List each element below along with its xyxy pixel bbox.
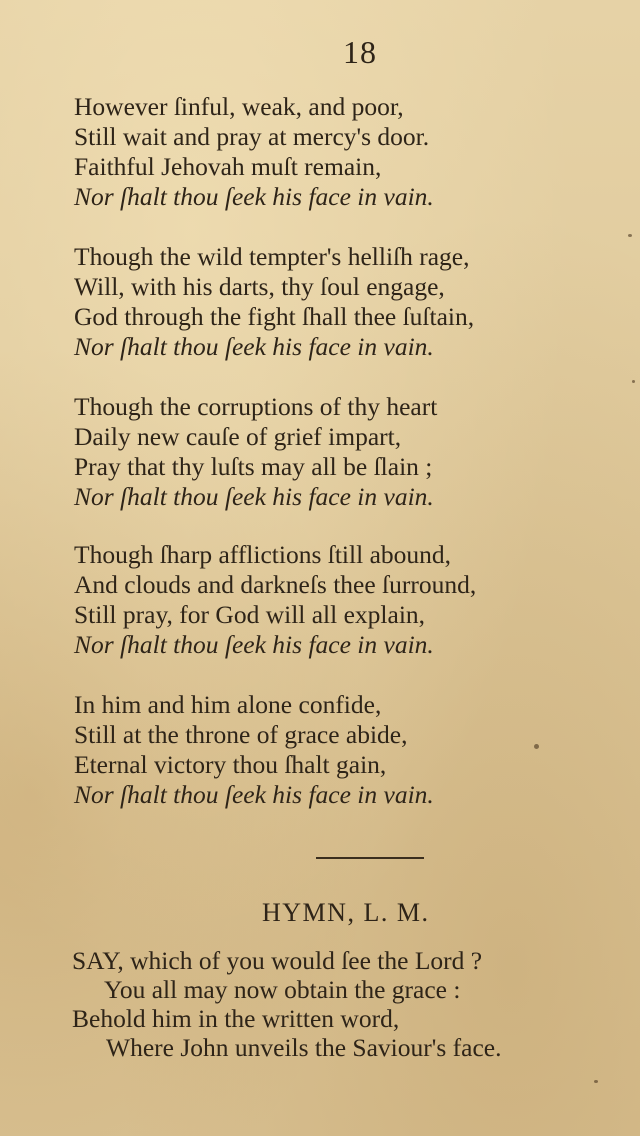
page-number: 18 [343, 34, 377, 70]
stanza-1 [74, 92, 614, 212]
stanza-4 [74, 540, 614, 660]
verse-line: Though the wild tempter's helliſh rage, [74, 242, 470, 271]
verse-line: However ſinful, weak, and poor, [74, 92, 404, 121]
verse-line: God through the fight ſhall thee ſuſtain, [74, 302, 475, 331]
verse-line: Behold him in the written word, [72, 1004, 400, 1033]
verse-line: You all may now obtain the grace : [104, 975, 461, 1004]
verse-line: Faithful Jehovah muſt remain, [74, 152, 382, 181]
verse-line: Pray that thy luſts may all be ſlain ; [74, 452, 433, 481]
verse-line: Daily new cauſe of grief impart, [74, 422, 402, 451]
hymn-stanza [72, 946, 632, 1062]
verse-line: In him and him alone confide, [74, 690, 382, 719]
refrain-line: Nor ſhalt thou ſeek his face in vain. [74, 780, 434, 809]
refrain-line: Nor ſhalt thou ſeek his face in vain. [74, 482, 434, 511]
verse-line: And clouds and darkneſs thee ſurround, [74, 570, 477, 599]
section-divider [316, 857, 424, 859]
ink-speck [628, 234, 632, 237]
verse-line: SAY, which of you would ſee the Lord ? [72, 946, 483, 975]
refrain-line: Nor ſhalt thou ſeek his face in vain. [74, 182, 434, 211]
ink-speck [534, 744, 539, 749]
refrain-line: Nor ſhalt thou ſeek his face in vain. [74, 630, 434, 659]
verse-line: Still wait and pray at mercy's door. [74, 122, 430, 151]
ink-speck [594, 1080, 598, 1083]
verse-line: Though the corruptions of thy heart [74, 392, 438, 421]
verse-line: Will, with his darts, thy ſoul engage, [74, 272, 445, 301]
verse-line: Still at the throne of grace abide, [74, 720, 408, 749]
verse-line: Though ſharp afflictions ſtill abound, [74, 540, 452, 569]
stanza-2 [74, 242, 614, 362]
stanza-3 [74, 392, 614, 512]
verse-line: Still pray, for God will all explain, [74, 600, 426, 629]
stanza-5 [74, 690, 614, 810]
refrain-line: Nor ſhalt thou ſeek his face in vain. [74, 332, 434, 361]
verse-line: Where John unveils the Saviour's face. [106, 1033, 502, 1062]
hymn-title: HYMN, L. M. [262, 898, 430, 927]
verse-line: Eternal victory thou ſhalt gain, [74, 750, 387, 779]
ink-speck [632, 380, 635, 383]
